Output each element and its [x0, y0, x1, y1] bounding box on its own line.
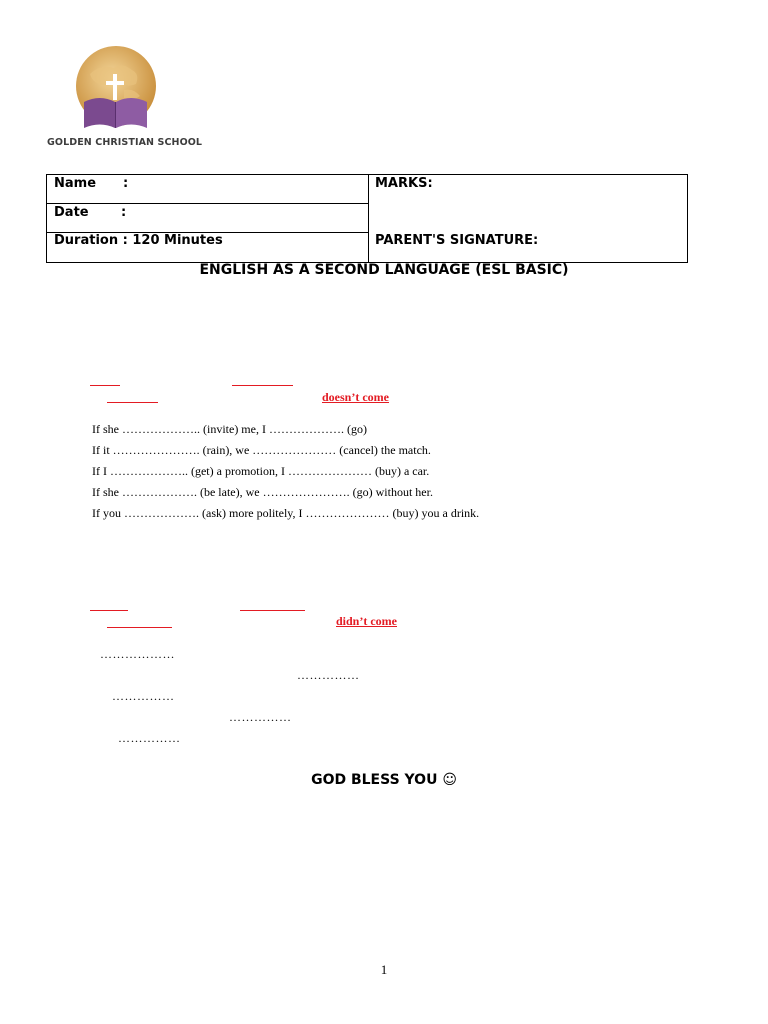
exercise-line: If it …………………. (rain), we ………………… (cancel) the match.	[92, 443, 431, 457]
parent-signature-label: PARENT'S SIGNATURE:	[375, 233, 539, 248]
exercise-line: If she ………………. (be late), we …………………. (go) without her.	[92, 485, 433, 499]
page-number: 1	[380, 962, 388, 977]
exercise-line: If she ……………….. (invite) me, I ………………. (go)	[92, 422, 367, 436]
answer-blank[interactable]: ……………	[229, 710, 292, 724]
globe-cross-book-icon	[70, 44, 162, 136]
red-underline-mark	[240, 610, 305, 611]
date-field[interactable]	[54, 205, 127, 220]
duration-value: : 120 Minutes	[122, 233, 223, 248]
exercise-line: If you ………………. (ask) more politely, I ………………… (buy) you a drink.	[92, 506, 480, 520]
table-divider	[368, 175, 369, 262]
red-underline-mark	[90, 610, 128, 611]
answer-blank[interactable]: ………………	[100, 647, 175, 661]
student-info-table	[46, 174, 688, 263]
red-underline-mark	[107, 402, 158, 403]
name-colon: :	[123, 176, 129, 191]
answer-blank[interactable]: ……………	[112, 689, 175, 703]
date-colon: :	[121, 205, 127, 220]
marks-label: MARKS:	[375, 176, 433, 191]
red-underline-mark	[107, 627, 172, 628]
subject-title: ENGLISH AS A SECOND LANGUAGE (ESL BASIC)	[199, 262, 569, 278]
table-divider	[47, 203, 368, 204]
name-label: Name	[54, 176, 97, 191]
red-underline-mark	[90, 385, 120, 386]
name-field[interactable]	[54, 176, 129, 191]
highlight-phrase: doesn’t come	[322, 390, 389, 404]
date-label: Date	[54, 205, 89, 220]
duration-field	[54, 233, 223, 248]
answer-blank[interactable]: ……………	[297, 668, 360, 682]
school-name: GOLDEN CHRISTIAN SCHOOL	[47, 137, 203, 148]
closing-message: GOD BLESS YOU ☺	[311, 772, 457, 788]
answer-blank[interactable]: ……………	[118, 731, 181, 745]
red-underline-mark	[232, 385, 293, 386]
highlight-phrase: didn’t come	[336, 614, 397, 628]
duration-label: Duration	[54, 233, 119, 248]
school-logo	[70, 44, 162, 136]
exercise-line: If I ……………….. (get) a promotion, I ………………… (buy) a car.	[92, 464, 430, 478]
